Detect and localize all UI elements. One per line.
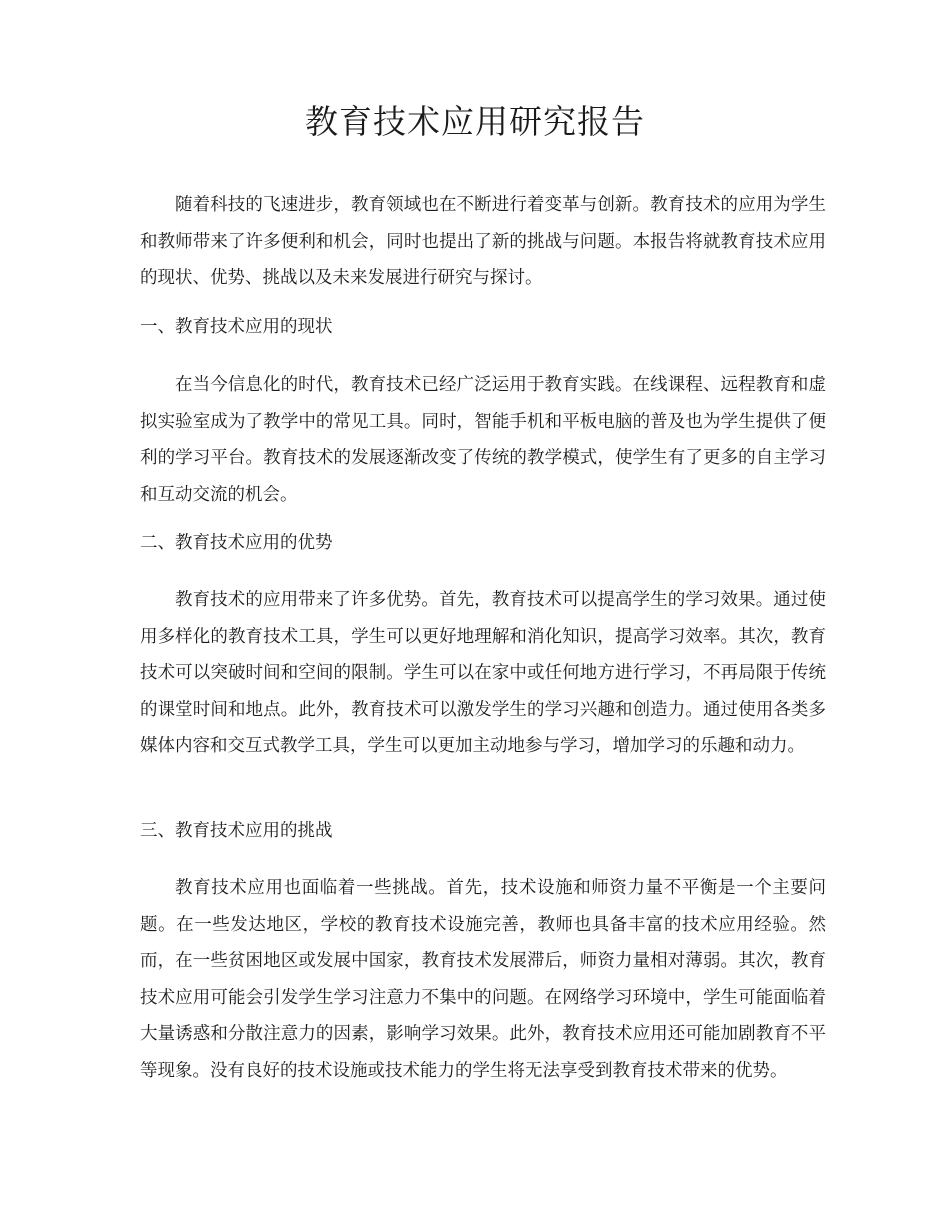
section-heading-status: 一、教育技术应用的现状 [140, 317, 333, 337]
section-paragraph-advantages: 教育技术的应用带来了许多优势。首先，教育技术可以提高学生的学习效果。通过使用多样化的教育技术工具，学生可以更好地理解和消化知识，提高学习效率。其次，教育技术可以突破时间和空间的限制。学生可以在家中或任何地方进行学习，不再局限于传统的课堂时间和地点。此外，教育技术可以激发学生的学习兴趣和创造力。通过使用各类多媒体内容和交互式教学工具，学生可以更加主动地参与学习，增加学习的乐趣和动力。 [140, 590, 826, 756]
intro-paragraph: 随着科技的飞速进步，教育领域也在不断进行着变革与创新。教育技术的应用为学生和教师带来了许多便利和机会，同时也提出了新的挑战与问题。本报告将就教育技术应用的现状、优势、挑战以及未来发展进行研究与探讨。 [140, 195, 826, 288]
section-paragraph-status: 在当今信息化的时代，教育技术已经广泛运用于教育实践。在线课程、远程教育和虚拟实验室成为了教学中的常见工具。同时，智能手机和平板电脑的普及也为学生提供了便利的学习平台。教育技术的发展逐渐改变了传统的教学模式，使学生有了更多的自主学习和互动交流的机会。 [140, 375, 826, 505]
document-title: 教育技术应用研究报告 [305, 102, 645, 141]
section-heading-advantages: 二、教育技术应用的优势 [140, 533, 333, 553]
section-paragraph-challenges: 教育技术应用也面临着一些挑战。首先，技术设施和师资力量不平衡是一个主要问题。在一些发达地区，学校的教育技术设施完善，教师也具备丰富的技术应用经验。然而，在一些贫困地区或发展中国家，教育技术发展滞后，师资力量相对薄弱。其次，教育技术应用可能会引发学生学习注意力不集中的问题。在网络学习环境中，学生可能面临着大量诱惑和分散注意力的因素，影响学习效果。此外，教育技术应用还可能加剧教育不平等现象。没有良好的技术设施或技术能力的学生将无法享受到教育技术带来的优势。 [140, 878, 826, 1081]
section-heading-challenges: 三、教育技术应用的挑战 [140, 821, 333, 841]
